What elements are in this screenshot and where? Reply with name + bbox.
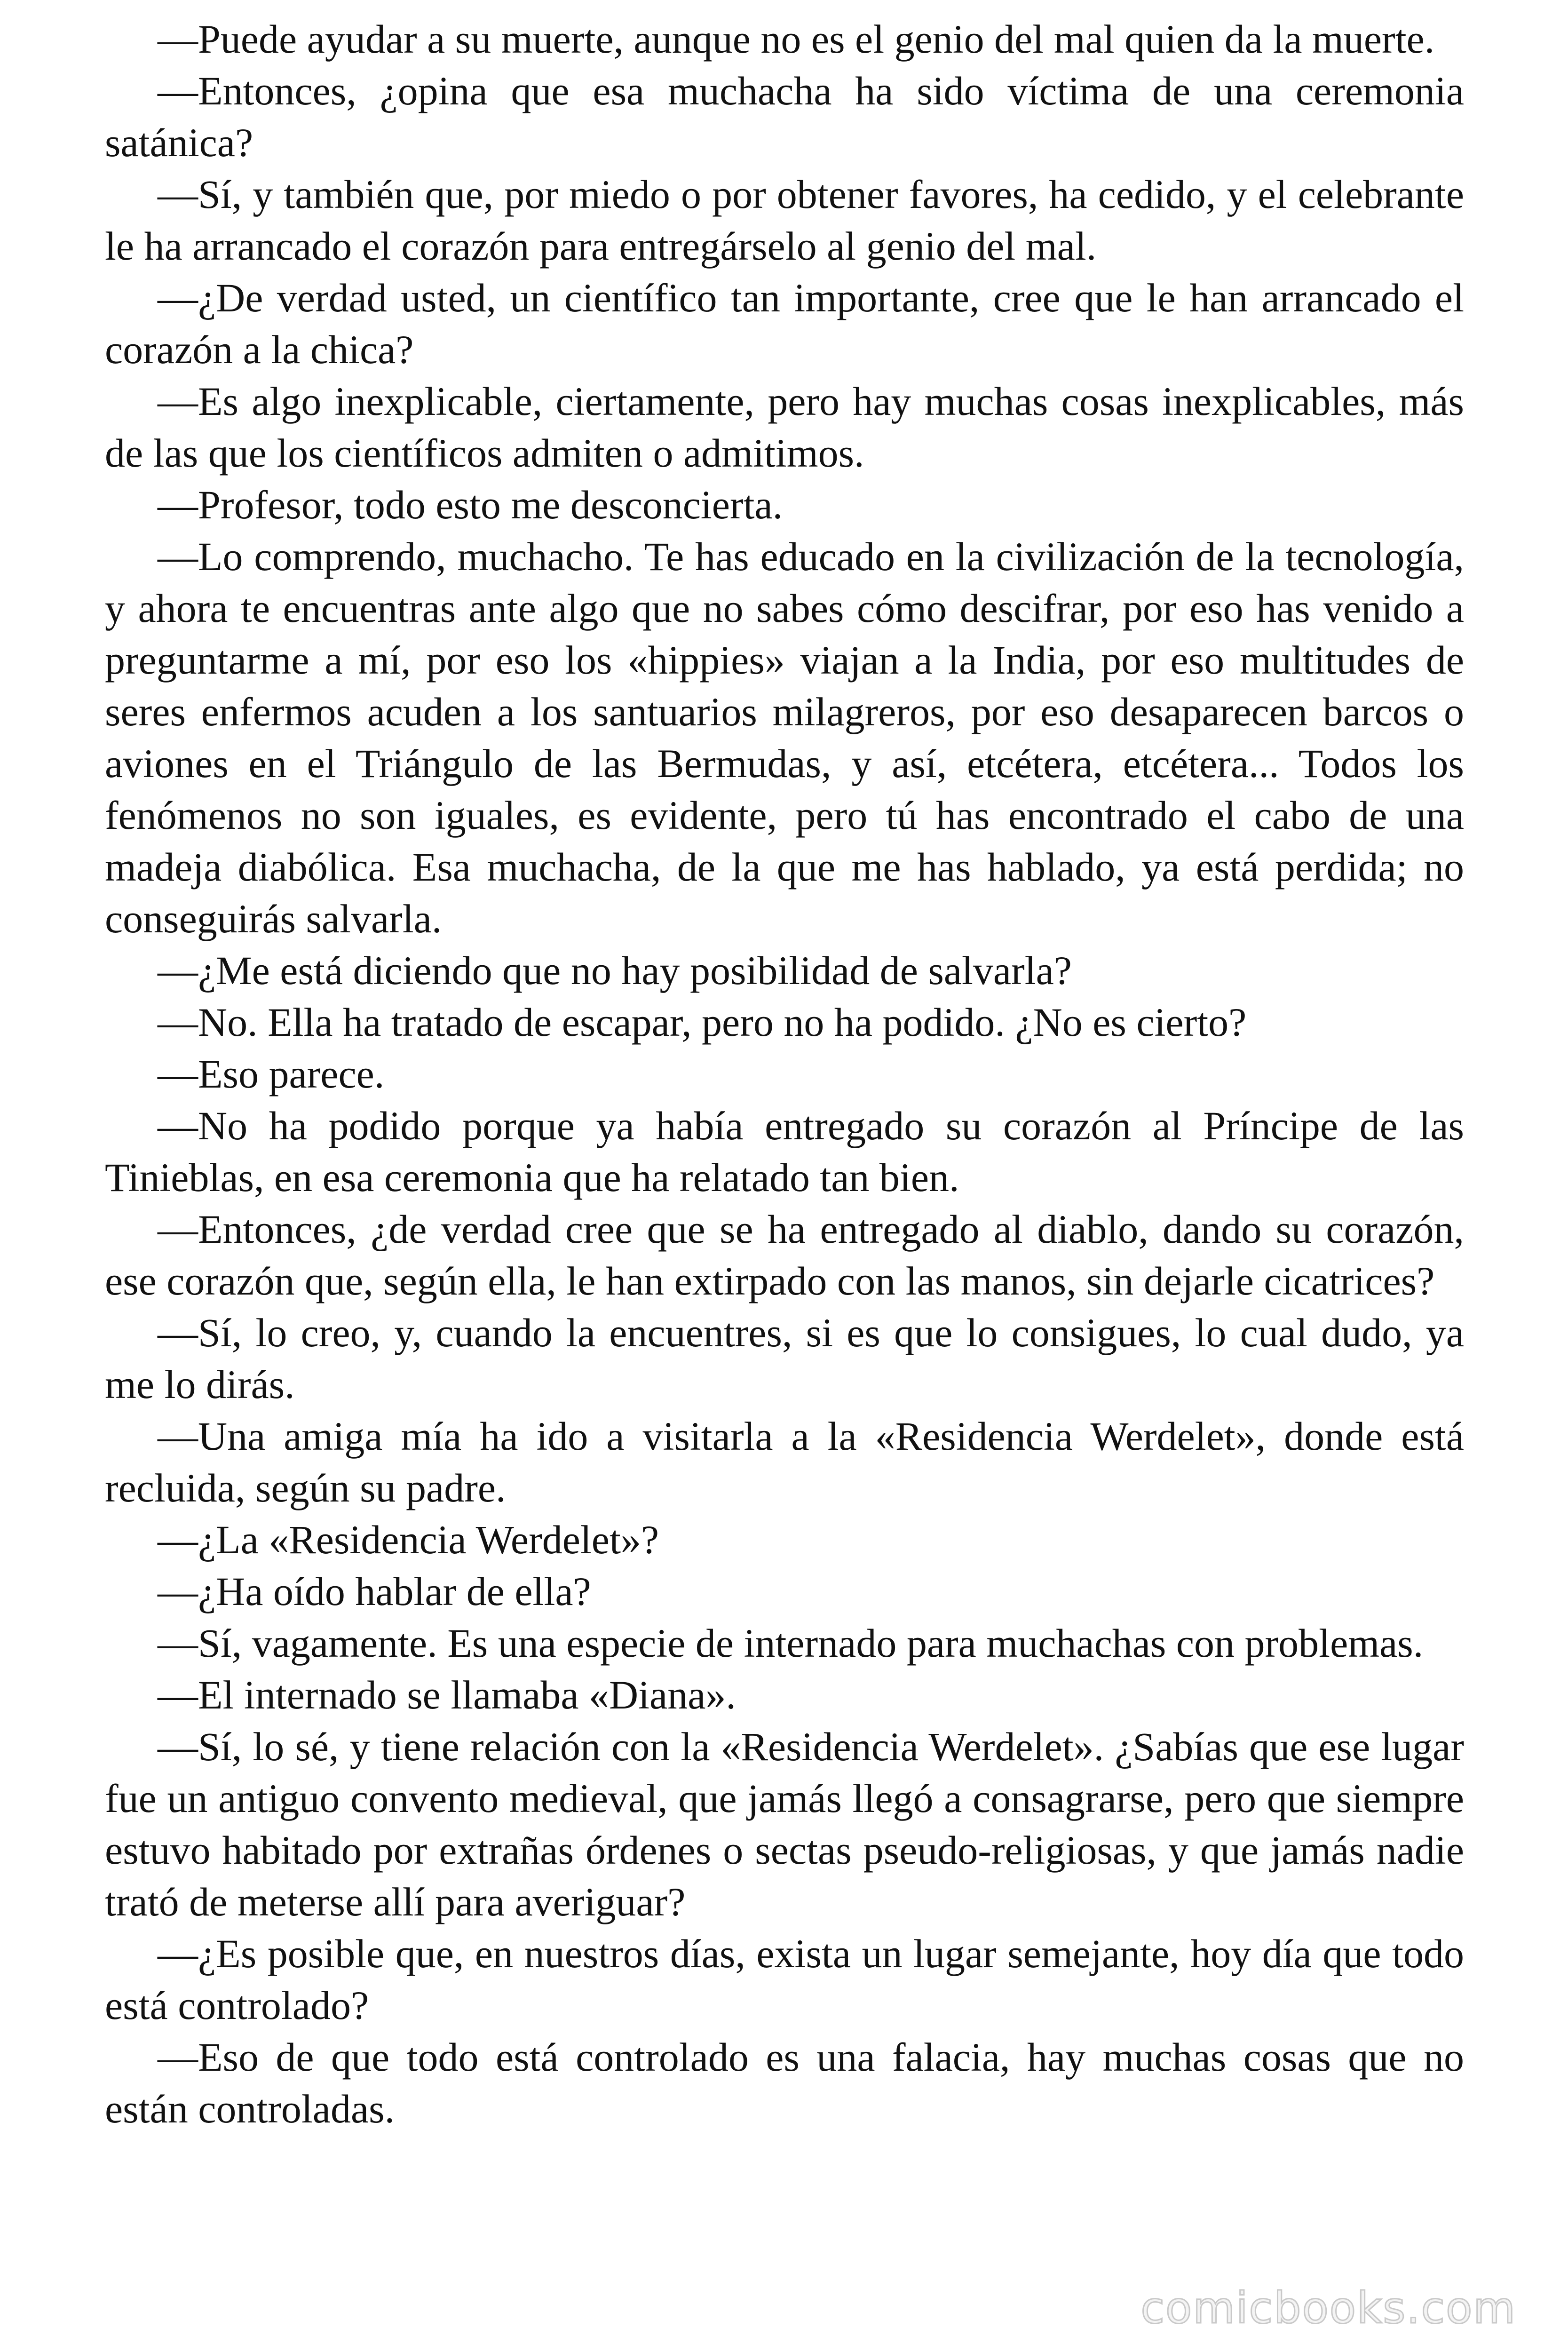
paragraph: —No ha podido porque ya había entregado su corazón al Príncipe de las Tinieblas, en esa ceremonia que ha relatado tan bien.	[105, 1103, 1464, 1200]
paragraph: —No. Ella ha tratado de escapar, pero no ha podido. ¿No es cierto?	[158, 1000, 1247, 1045]
paragraph: —Sí, y también que, por miedo o por obtener favores, ha cedido, y el celebrante le ha arrancado el corazón para entregárselo al genio del mal.	[105, 172, 1464, 269]
paragraph: —Entonces, ¿de verdad cree que se ha entregado al diablo, dando su corazón, ese corazón que, según ella, le han extirpado con las manos, sin dejarle cicatrices?	[105, 1207, 1464, 1303]
paragraph: —El internado se llamaba «Diana».	[158, 1672, 736, 1717]
paragraph: —Sí, lo sé, y tiene relación con la «Residencia Werdelet». ¿Sabías que ese lugar fue un antiguo convento medieval, que jamás llegó a consagrarse, pero que siempre estuvo habitado por extrañas órdenes o sectas pseudo-religiosas, y que jamás nadie trató de meterse allí para averiguar?	[105, 1724, 1464, 1924]
paragraph: —Sí, lo creo, y, cuando la encuentres, si es que lo consigues, lo cual dudo, ya me lo dirás.	[105, 1310, 1464, 1407]
watermark: comicbooks.com	[1140, 2283, 1516, 2333]
paragraph: —¿Ha oído hablar de ella?	[158, 1569, 591, 1614]
paragraph: —¿Me está diciendo que no hay posibilidad de salvarla?	[158, 948, 1072, 993]
paragraph: —Entonces, ¿opina que esa muchacha ha sido víctima de una ceremonia satánica?	[105, 68, 1464, 165]
paragraph: —¿Es posible que, en nuestros días, exista un lugar semejante, hoy día que todo está controlado?	[105, 1931, 1464, 2028]
paragraph: —¿La «Residencia Werdelet»?	[158, 1517, 659, 1562]
paragraph: —Lo comprendo, muchacho. Te has educado en la civilización de la tecnología, y ahora te encuentras ante algo que no sabes cómo descifrar, por eso has venido a preguntarme a mí, por eso los «hippies» viajan a la India, por eso multitudes de seres enfermos acuden a los santuarios milagreros, por eso desaparecen barcos o aviones en el Triángulo de las Bermudas, y así, etcétera, etcétera... Todos los fenómenos no son iguales, es evidente, pero tú has encontrado el cabo de una madeja diabólica. Esa muchacha, de la que me has hablado, ya está perdida; no conseguirás salvarla.	[105, 534, 1464, 941]
paragraph: —Puede ayudar a su muerte, aunque no es el genio del mal quien da la muerte.	[158, 16, 1435, 62]
paragraph: —Una amiga mía ha ido a visitarla a la «Residencia Werdelet», donde está recluida, según su padre.	[105, 1414, 1464, 1510]
paragraph: —Es algo inexplicable, ciertamente, pero hay muchas cosas inexplicables, más de las que los científicos admiten o admitimos.	[105, 379, 1464, 476]
page-text	[105, 13, 1464, 2135]
paragraph: —Profesor, todo esto me desconcierta.	[158, 482, 783, 527]
paragraph: —¿De verdad usted, un científico tan importante, cree que le han arrancado el corazón a la chica?	[105, 275, 1464, 372]
paragraph: —Eso parece.	[158, 1051, 385, 1097]
paragraph: —Eso de que todo está controlado es una falacia, hay muchas cosas que no están controladas.	[105, 2034, 1464, 2131]
paragraph: —Sí, vagamente. Es una especie de internado para muchachas con problemas.	[158, 1621, 1424, 1666]
